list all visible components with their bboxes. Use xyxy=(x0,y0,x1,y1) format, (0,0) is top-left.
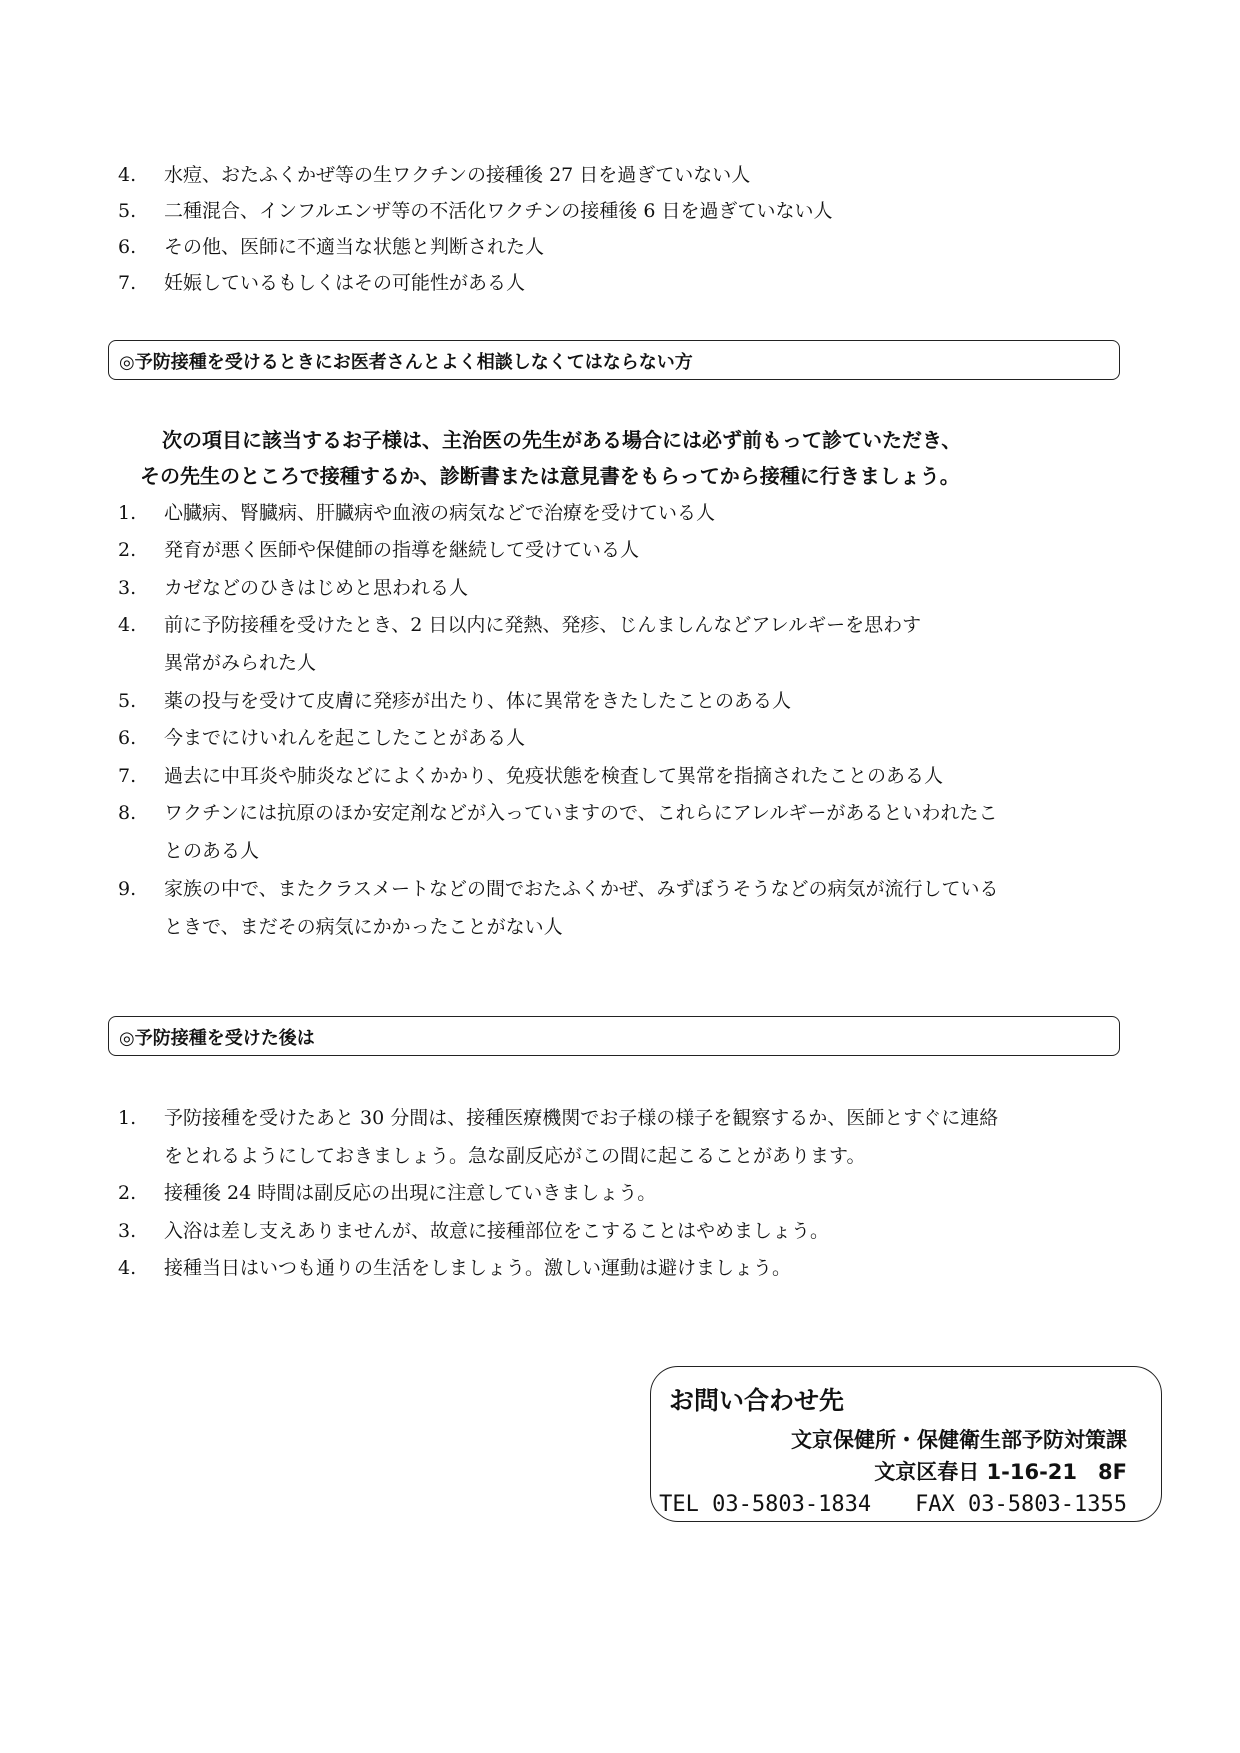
list-text-continued: をとれるようにしておきましょう。急な副反応がこの間に起こることがあります。 xyxy=(164,1145,866,1167)
list-number: 4. xyxy=(118,1257,137,1279)
list-text: 入浴は差し支えありませんが、故意に接種部位をこすることはやめましょう。 xyxy=(164,1220,830,1242)
list-number: 9. xyxy=(118,878,137,900)
list-text: 家族の中で、またクラスメートなどの間でおたふくかぜ、みずぼうそうなどの病気が流行している xyxy=(164,878,999,900)
list-number: 2. xyxy=(118,1182,137,1204)
list-number: 6. xyxy=(118,727,137,749)
list-number: 7. xyxy=(118,765,137,787)
list-text: 接種当日はいつも通りの生活をしましょう。激しい運動は避けましょう。 xyxy=(164,1257,792,1279)
list-text: 水痘、おたふくかぜ等の生ワクチンの接種後 27 日を過ぎていない人 xyxy=(164,164,751,186)
list-number: 6. xyxy=(118,236,137,258)
list-text-continued: とのある人 xyxy=(164,840,260,862)
list-number: 3. xyxy=(118,577,137,599)
list-text: 前に予防接種を受けたとき、2 日以内に発熱、発疹、じんましんなどアレルギーを思わす xyxy=(164,614,922,636)
list-number: 1. xyxy=(118,502,137,524)
intro-line-2: その先生のところで接種するか、診断書または意見書をもらってから接種に行きましょう。 xyxy=(140,464,960,488)
contact-title: お問い合わせ先 xyxy=(669,1386,845,1415)
list-text: その他、医師に不適当な状態と判断された人 xyxy=(164,236,545,258)
list-text: 妊娠しているもしくはその可能性がある人 xyxy=(164,272,526,294)
list-text: ワクチンには抗原のほか安定剤などが入っていますので、これらにアレルギーがあるといわれたこ xyxy=(164,802,998,824)
list-number: 4. xyxy=(118,164,137,186)
intro-line-1: 次の項目に該当するお子様は、主治医の先生がある場合には必ず前もって診ていただき、 xyxy=(162,428,962,452)
list-text: 予防接種を受けたあと 30 分間は、接種医療機関でお子様の様子を観察するか、医師とすぐに連絡 xyxy=(164,1107,999,1129)
section-heading-after xyxy=(108,1016,1120,1056)
list-text-continued: 異常がみられた人 xyxy=(164,652,317,674)
list-number: 5. xyxy=(118,200,137,222)
list-number: 8. xyxy=(118,802,137,824)
contact-box xyxy=(650,1366,1162,1522)
contact-office: 文京保健所・保健衛生部予防対策課 xyxy=(791,1428,1127,1452)
list-number: 4. xyxy=(118,614,137,636)
list-text: 接種後 24 時間は副反応の出現に注意していきましょう。 xyxy=(164,1182,657,1204)
list-number: 7. xyxy=(118,272,137,294)
list-number: 3. xyxy=(118,1220,137,1242)
contact-tel-fax: TEL 03-5803-1834 FAX 03-5803-1355 xyxy=(659,1492,1127,1517)
section-heading-text: ◎予防接種を受けた後は xyxy=(119,1028,315,1049)
list-text: カゼなどのひきはじめと思われる人 xyxy=(164,577,469,599)
list-text-continued: ときで、まだその病気にかかったことがない人 xyxy=(164,916,563,938)
contact-address: 文京区春日 1-16-21 8F xyxy=(874,1460,1127,1484)
list-text: 発育が悪く医師や保健師の指導を継続して受けている人 xyxy=(164,539,640,561)
list-text: 心臓病、腎臓病、肝臓病や血液の病気などで治療を受けている人 xyxy=(164,502,716,524)
list-number: 2. xyxy=(118,539,137,561)
list-text: 二種混合、インフルエンザ等の不活化ワクチンの接種後 6 日を過ぎていない人 xyxy=(164,200,833,222)
section-heading-text: ◎予防接種を受けるときにお医者さんとよく相談しなくてはならない方 xyxy=(119,352,693,373)
list-number: 1. xyxy=(118,1107,137,1129)
list-number: 5. xyxy=(118,690,137,712)
section-heading-consult xyxy=(108,340,1120,380)
list-text: 過去に中耳炎や肺炎などによくかかり、免疫状態を検査して異常を指摘されたことのある人 xyxy=(164,765,944,787)
list-text: 今までにけいれんを起こしたことがある人 xyxy=(164,727,526,749)
list-text: 薬の投与を受けて皮膚に発疹が出たり、体に異常をきたしたことのある人 xyxy=(164,690,792,712)
